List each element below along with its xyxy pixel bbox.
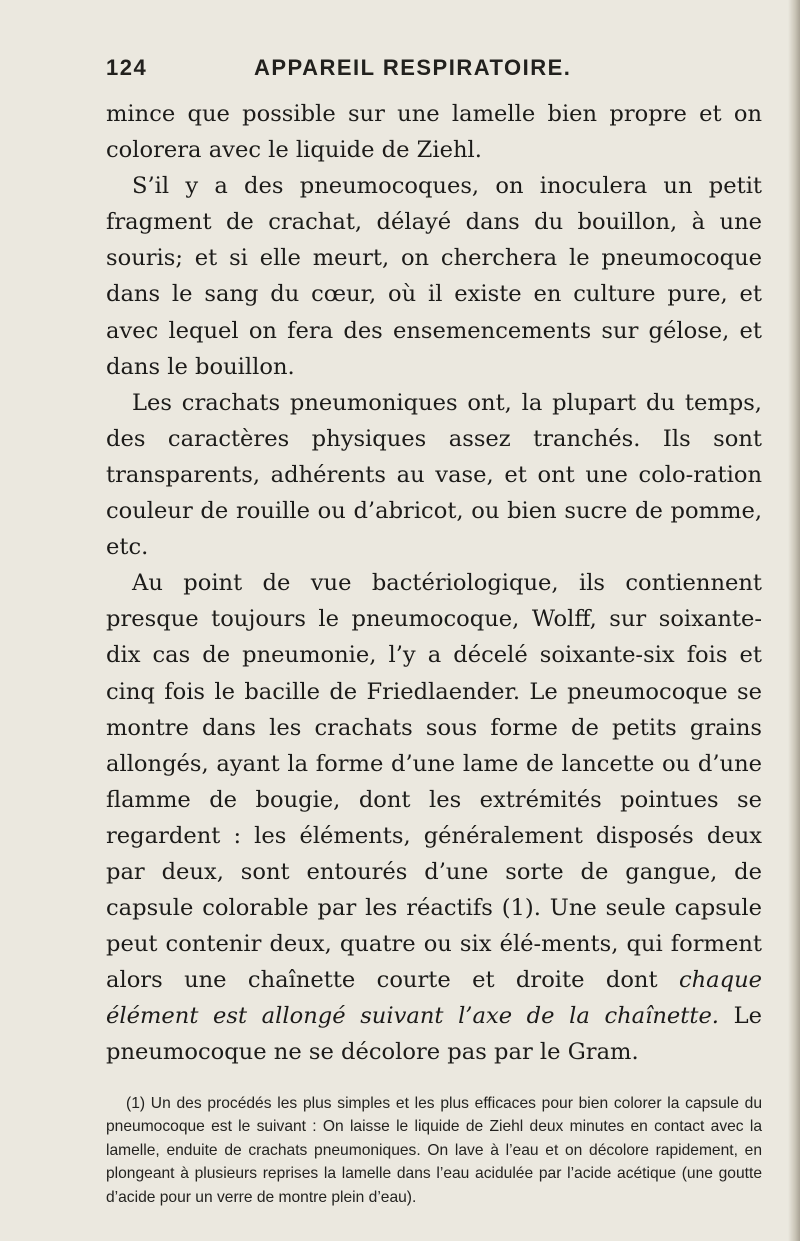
paragraph-physical-characters: Les crachats pneumoniques ont, la plupart du temps, des caractères physiques assez tranchés. Ils sont transparents, adhérents au vase, et ont une colo-ration couleur de rouille ou d’abricot, ou bien sucre de pomme, etc. (106, 389, 762, 561)
page-edge-shadow (788, 0, 800, 1241)
body-text (106, 96, 762, 1071)
bacteriology-italic-text: chaque élément est allongé suivant l’axe de la chaînette. (106, 967, 762, 1030)
running-title: APPAREIL RESPIRATOIRE. (254, 55, 572, 80)
page-number: 124 (106, 55, 148, 80)
paragraph-inoculation: S’il y a des pneumocoques, on inoculera un petit fragment de crachat, délayé dans du bouillon, à une souris; et si elle meurt, on cherchera le pneumocoque dans le sang du cœur, où il existe en culture pure, et avec lequel on fera des ensemencements sur gélose, et dans le bouillon. (106, 173, 762, 380)
paragraph-bacteriology (106, 565, 762, 1070)
paragraph-continuation: mince que possible sur une lamelle bien propre et on colorera avec le liquide de Ziehl. (106, 101, 762, 164)
page-header (106, 40, 760, 84)
bacteriology-text: Au point de vue bactériologique, ils contiennent presque toujours le pneumocoque, Wolff, sur soixante-dix cas de pneumonie, l’y a décelé soixante-six fois et cinq fois le bacille de Friedlaender. Le pneumocoque se montre dans les crachats sous forme de petits grains allongés, ayant la forme d’une lame de lancette ou d’une flamme de bougie, dont les extrémités pointues se regardent : les éléments, généralement disposés deux par deux, sont entourés d’une sorte de gangue, de capsule colorable par les réactifs (1). Une seule capsule peut contenir deux, quatre ou six élé-ments, qui forment alors une chaînette courte et droite dont (106, 570, 762, 994)
bacteriology-text-end: Le pneumocoque ne se décolore pas par le Gram. (106, 1003, 762, 1066)
footnote: (1) Un des procédés les plus simples et les plus efficaces pour bien colorer la capsule du pneumocoque est le suivant : On laisse le liquide de Ziehl deux minutes en contact avec la lamelle, enduite de crachats pneumoniques. On lave à l’eau et on décolore rapidement, en plongeant à plusieurs reprises la lamelle dans l’eau acidulée par l’acide acétique (une goutte d’acide pour un verre de montre plein d’eau). (106, 1094, 762, 1206)
